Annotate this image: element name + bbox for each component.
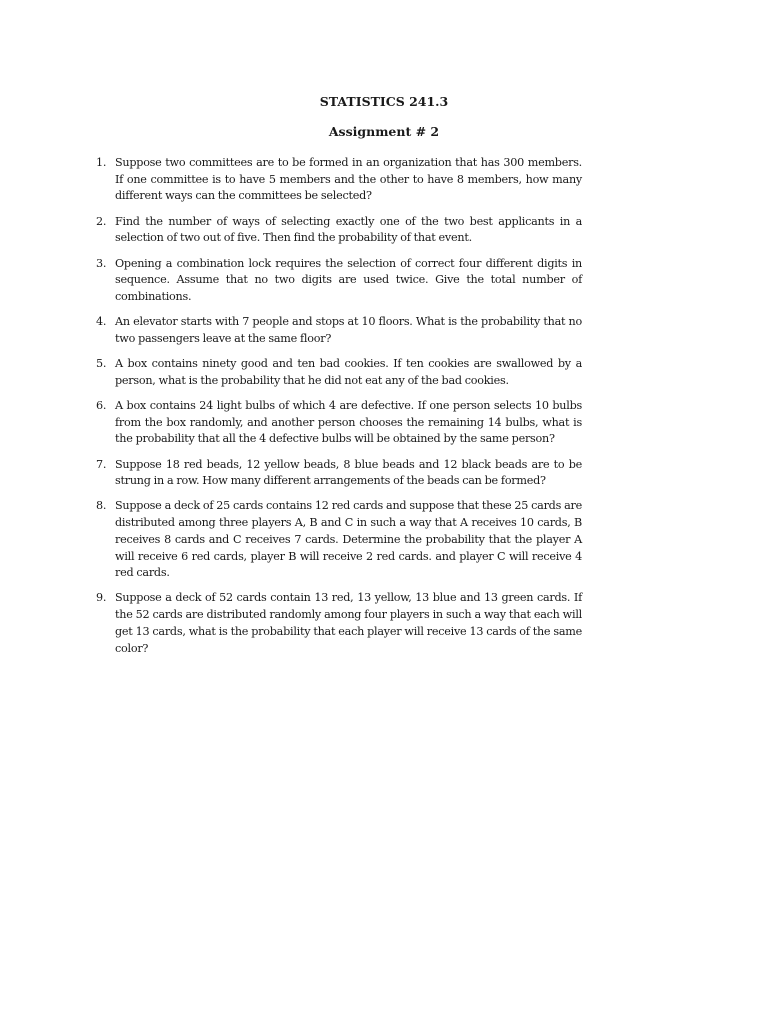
document-title — [0, 94, 768, 110]
problem-number: 8. — [96, 499, 107, 513]
problem-number: 9. — [96, 591, 107, 605]
document-title-text: STATISTICS 241.3 — [319, 94, 449, 109]
problem-item-4 — [96, 314, 582, 347]
problem-item-2 — [96, 214, 582, 247]
problem-item-6 — [96, 398, 582, 448]
problem-number: 3. — [96, 256, 107, 270]
problem-number: 1. — [96, 156, 107, 169]
problem-item-7 — [96, 457, 582, 490]
problem-number: 6. — [96, 398, 107, 412]
problem-text: An elevator starts with 7 people and stops at 10 floors. What is the probability that no two passengers leave at the same floor? — [115, 315, 582, 345]
problem-text: A box contains ninety good and ten bad cookies. If ten cookies are swallowed by a person, what is the probability that he did not eat any of the bad cookies. — [115, 357, 582, 387]
problem-number: 5. — [96, 357, 107, 371]
problem-text: Suppose a deck of 25 cards contains 12 red cards and suppose that these 25 cards are distributed among three players A, B and C in such a way that A receives 10 cards, B receives 8 cards and C receives 7 cards. Determine the probability that the player A will receive 6 red cards, player B will receive 2 red cards. and player C will receive 4 red cards. — [115, 499, 582, 580]
problem-text: Suppose 18 red beads, 12 yellow beads, 8 blue beads and 12 black beads are to be strung in a row. How many different arrangements of the beads can be formed? — [115, 457, 582, 488]
problem-item-1 — [96, 155, 582, 205]
problem-text: Suppose two committees are to be formed in an organization that has 300 members. If one committee is to have 5 members and the other to have 8 members, how many different ways can the committees be selected? — [115, 156, 582, 203]
problem-text: Opening a combination lock requires the selection of correct four different digits in sequence. Assume that no two digits are used twice. Give the total number of combinations. — [115, 256, 582, 303]
problem-text: Find the number of ways of selecting exactly one of the two best applicants in a selection of two out of five. Then find the probability of that event. — [115, 214, 582, 245]
assignment-subtitle: Assignment # 2 — [328, 124, 440, 139]
problem-item-5 — [96, 356, 582, 389]
problem-number: 4. — [96, 315, 107, 329]
problem-list — [96, 155, 582, 666]
problem-item-8 — [96, 498, 582, 582]
problem-item-3 — [96, 256, 582, 306]
problem-number: 2. — [96, 214, 107, 228]
problem-item-9 — [96, 590, 582, 657]
problem-text: Suppose a deck of 52 cards contain 13 red, 13 yellow, 13 blue and 13 green cards. If the 52 cards are distributed randomly among four players in such a way that each will get 13 cards, what is the probability that each player will receive 13 cards of the same color? — [115, 591, 582, 655]
problem-number: 7. — [96, 457, 107, 471]
problem-text: A box contains 24 light bulbs of which 4 are defective. If one person selects 10 bulbs from the box randomly, and another person chooses the remaining 14 bulbs, what is the probability that all the 4 defective bulbs will be obtained by the same person? — [115, 398, 582, 446]
